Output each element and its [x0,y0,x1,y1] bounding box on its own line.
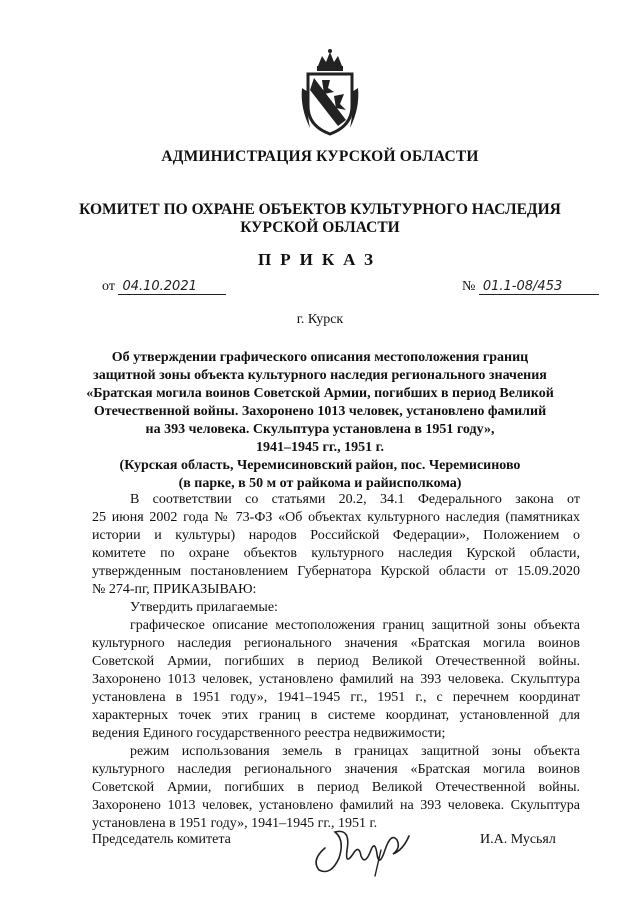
document-type-heading: ПРИКАЗ [258,250,382,269]
body-line: Советской Армии, погибших в период Великой Отечественной войны. [92,780,580,795]
administration-heading: АДМИНИСТРАЦИЯ КУРСКОЙ ОБЛАСТИ [161,148,479,165]
title-line: Об утверждении графического описания местоположения границ [111,350,529,365]
body-line: культурного наследия регионального значения «Братская могила воинов [92,762,580,777]
item-graphic-description [92,617,580,743]
body-line: Захоронено 1013 человек, установлено фамилий на 393 человека. Скульптура [92,672,580,687]
handwritten-signature [305,810,425,880]
title-line: на 393 человека. Скульптура установлена в 1951 году», [145,422,495,437]
committee-heading-line1: КОМИТЕТ ПО ОХРАНЕ ОБЪЕКТОВ КУЛЬТУРНОГО НАСЛЕДИЯ [79,201,561,218]
order-title [80,349,560,493]
committee-heading-line2: КУРСКОЙ ОБЛАСТИ [240,219,400,236]
handwritten-number: 01.1-08/453 [479,279,599,295]
body-line: характерных точек этих границ в системе координат, установленной для [92,708,580,723]
title-line: (в парке, в 50 м от райкома и райисполкома) [178,476,462,491]
body-line: установлена в 1951 году», 1941–1945 гг., 1951 г., с перечнем координат [92,690,580,705]
body-line: Захоронено 1013 человек, установлено фамилий на 393 человека. Скульптура [92,798,580,813]
body-line: В соответствии со статьями 20.2, 34.1 Федерального закона от [130,492,580,507]
title-line: (Курская область, Черемисиновский район, пос. Черемисиново [119,458,521,473]
preamble-paragraph [92,491,580,599]
approve-paragraph: Утвердить прилагаемые: [130,600,278,615]
order-number [462,279,599,295]
number-prefix: № [462,279,476,294]
body-line: культурного наследия регионального значения «Братская могила воинов [92,636,580,651]
body-line: комитете по охране объектов культурного наследия Курской области, [92,546,580,561]
city-label: г. Курск [296,312,344,327]
signatory-name: И.А. Мусьял [480,832,556,847]
order-body [92,491,580,833]
body-line: графическое описание местоположения границ защитной зоны объекта [130,618,580,633]
title-line: 1941–1945 гг., 1951 г. [256,440,384,455]
title-line: защитной зоны объекта культурного наследия регионального значения [93,368,547,383]
body-line: 25 июня 2002 года № 73-ФЗ «Об объектах культурного наследия (памятниках [92,510,580,525]
coat-of-arms-icon [300,48,360,138]
body-line: № 274-пг, ПРИКАЗЫВАЮ: [92,582,257,597]
title-line: «Братская могила воинов Советской Армии, погибших в период Великой [86,386,554,401]
body-line: Советской Армии, погибших в период Великой Отечественной войны. [92,654,580,669]
signatory-position: Председатель комитета [92,832,231,847]
handwritten-date: 04.10.2021 [118,279,226,295]
body-line: ведения Единого государственного реестра недвижимости; [92,726,446,741]
title-line: Отечественной войны. Захоронено 1013 человек, установлено фамилий [93,404,547,419]
order-date [102,279,226,295]
body-line: установлена в 1951 году», 1941–1945 гг., 1951 г. [92,816,378,831]
date-prefix: от [102,279,115,294]
body-line: режим использования земель в границах защитной зоны объекта [130,744,580,759]
body-line: утвержденным постановлением Губернатора Курской области от 15.09.2020 [92,564,580,579]
body-line: истории и культуры) народов Российской Федерации», Положением о [92,528,580,543]
committee-heading [0,201,640,237]
